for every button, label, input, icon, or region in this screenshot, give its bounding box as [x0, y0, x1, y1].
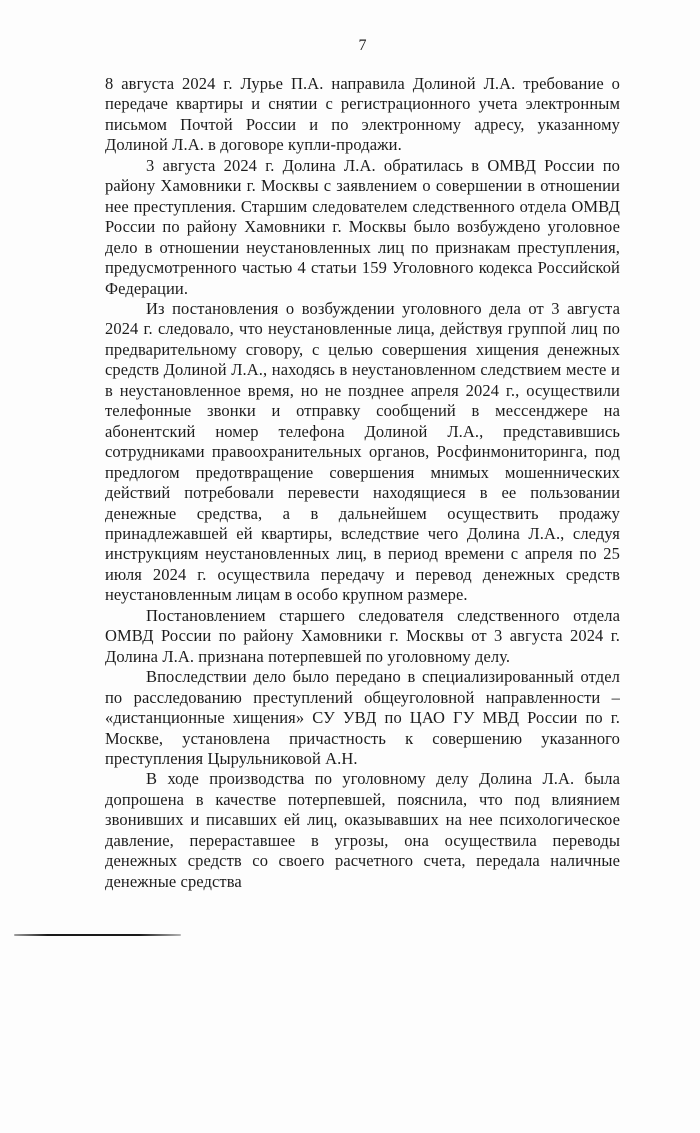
- document-body: [105, 74, 620, 892]
- paragraph-victim-testimony: В ходе производства по уголовному делу Долина Л.А. была допрошена в качестве потерпевшей, пояснила, что под влиянием звонивших и писавших ей лиц, оказывавших на нее психологическое давление, перераставшее в угрозы, она осуществила переводы денежных средств со своего расчетного счета, передала наличные денежные средства: [105, 769, 620, 891]
- paragraph-case-transfer: Впоследствии дело было передано в специализированный отдел по расследованию преступлений общеуголовной направленности – «дистанционные хищения» СУ УВД по ЦАО ГУ МВД России по г. Москве, установлена причастность к совершению указанного преступления Цырульниковой А.Н.: [105, 667, 620, 768]
- page-number: 7: [358, 37, 367, 54]
- paragraph-criminal-case-opened: 3 августа 2024 г. Долина Л.А. обратилась в ОМВД России по району Хамовники г. Москвы с заявлением о совершении в отношении нее преступления. Старшим следователем следственного отдела ОМВД России по району Хамовники г. Москвы было возбуждено уголовное дело в отношении неустановленных лиц по признакам преступления, предусмотренного частью 4 статьи 159 Уголовного кодекса Российской Федерации.: [105, 155, 620, 298]
- bottom-rule-line: [14, 934, 181, 936]
- paragraph-case-resolution-details: Из постановления о возбуждении уголовного дела от 3 августа 2024 г. следовало, что неустановленные лица, действуя группой лиц по предварительному сговору, с целью совершения хищения денежных средств Долиной Л.А., находясь в неустановленном следствием месте и в неустановленное время, но не позднее апреля 2024 г., осуществили телефонные звонки и отправку сообщений в мессенджере на абонентский номер телефона Долиной Л.А., представившись сотрудниками правоохранительных органов, Росфинмониторинга, под предлогом предотвращение совершения мнимых мошеннических действий потребовали перевести находящиеся в ее пользовании денежные средства, а в дальнейшем осуществить продажу принадлежавшей ей квартиры, вследствие чего Долина Л.А., следуя инструкциям неустановленных лиц, в период времени с апреля по 25 июля 2024 г. осуществила передачу и перевод денежных средств неустановленным лицам в особо крупном размере.: [105, 298, 620, 605]
- paragraph-victim-recognition: Постановлением старшего следователя следственного отдела ОМВД России по району Хамовники г. Москвы от 3 августа 2024 г. Долина Л.А. признана потерпевшей по уголовному делу.: [105, 605, 620, 666]
- paragraph-continuation: 8 августа 2024 г. Лурье П.А. направила Долиной Л.А. требование о передаче квартиры и снятии с регистрационного учета электронным письмом Почтой России и по электронному адресу, указанному Долиной Л.А. в договоре купли-продажи.: [105, 74, 620, 155]
